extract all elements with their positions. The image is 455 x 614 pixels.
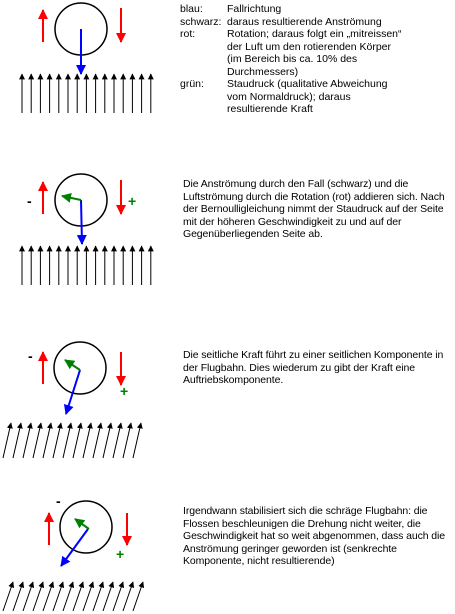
- legend-desc: Staudruck (qualitative Abweichung vom Normaldruck); daraus resultierende Kraft: [227, 78, 388, 115]
- legend-desc: daraus resultierende Anströmung: [227, 15, 382, 28]
- legend-row-red: [180, 28, 447, 78]
- pressure-force-arrow: [65, 360, 80, 370]
- plus-sign: +: [128, 193, 137, 209]
- airflow-arrow: [113, 423, 121, 458]
- legend-term: schwarz:: [180, 15, 222, 28]
- airflow-arrow: [123, 582, 133, 611]
- airflow-arrow: [43, 423, 51, 458]
- airflow-arrow: [93, 582, 103, 611]
- fall-direction-arrow: [66, 370, 80, 414]
- airflow-arrow: [23, 582, 33, 611]
- figure-2: [22, 174, 151, 285]
- airflow-arrows: [3, 582, 143, 611]
- airflow-arrow: [93, 423, 101, 458]
- minus-sign: -: [27, 193, 32, 209]
- airflow-arrow: [113, 582, 123, 611]
- legend-term: rot:: [180, 28, 196, 40]
- legend-desc: Fallrichtung: [227, 3, 282, 15]
- paragraph-3: Irgendwann stabilisiert sich die schräge Flugbahn: die Flossen beschleunigen die Drehung nicht weiter, die Geschwindigkeit hat so weit abgenommen, dass auch die Anströmung geringer geworden ist (senkrechte Komponente, nicht resultierende): [183, 505, 446, 567]
- airflow-arrow: [103, 423, 111, 458]
- airflow-arrows: [22, 74, 151, 113]
- airflow-arrow: [63, 423, 71, 458]
- fall-direction-arrow: [61, 529, 88, 566]
- airflow-arrow: [133, 423, 141, 458]
- airflow-arrow: [83, 423, 91, 458]
- figure-1: [22, 3, 151, 113]
- fall-direction-arrow: [81, 200, 82, 244]
- legend-term: blau:: [180, 3, 203, 15]
- airflow-arrow: [3, 582, 13, 611]
- airflow-arrow: [103, 582, 113, 611]
- legend-row-black: [180, 16, 447, 29]
- airflow-arrows: [3, 423, 141, 458]
- legend-row-blue: [180, 3, 447, 16]
- legend-desc: Rotation; daraus folgt ein „mitreissen“ der Luft um den rotierenden Körper (im Bereich bis ca. 10% des Durchmessers): [227, 28, 402, 78]
- airflow-arrow: [33, 423, 41, 458]
- rotating-body: [54, 342, 106, 394]
- color-legend: [180, 3, 447, 116]
- legend-row-green: [180, 78, 447, 116]
- airflow-arrow: [63, 582, 73, 611]
- airflow-arrow: [43, 582, 53, 611]
- paragraph-1: Die Anströmung durch den Fall (schwarz) und die Luftströmung durch die Rotation (rot) addieren sich. Nach der Bernoulligleichung nimmt der Staudruck auf der Seite mit der höheren Geschwindigkeit zu und auf der Gegenüberliegenden Seite ab.: [183, 178, 445, 240]
- minus-sign: -: [56, 493, 61, 509]
- airflow-arrow: [73, 423, 81, 458]
- figure-4: [3, 493, 143, 611]
- airflow-arrow: [23, 423, 31, 458]
- pressure-force-arrow: [75, 519, 89, 529]
- paragraph-2: Die seitliche Kraft führt zu einer seitlichen Komponente in der Flugbahn. Dies wiederum zu gibt der Kraft eine Auftriebskomponente.: [183, 349, 444, 386]
- minus-sign: -: [28, 348, 33, 364]
- airflow-arrow: [33, 582, 43, 611]
- airflow-arrow: [83, 582, 93, 611]
- airflow-arrow: [133, 582, 143, 611]
- figure-3: [3, 342, 141, 458]
- airflow-arrow: [123, 423, 131, 458]
- plus-sign: +: [116, 546, 125, 562]
- pressure-force-arrow: [62, 196, 81, 200]
- airflow-arrow: [53, 582, 63, 611]
- airflow-arrow: [53, 423, 61, 458]
- airflow-arrow: [73, 582, 83, 611]
- airflow-arrow: [13, 582, 23, 611]
- airflow-arrow: [13, 423, 21, 458]
- legend-term: grün:: [180, 78, 204, 90]
- airflow-arrows: [22, 246, 151, 285]
- airflow-arrow: [3, 423, 11, 458]
- plus-sign: +: [120, 383, 129, 399]
